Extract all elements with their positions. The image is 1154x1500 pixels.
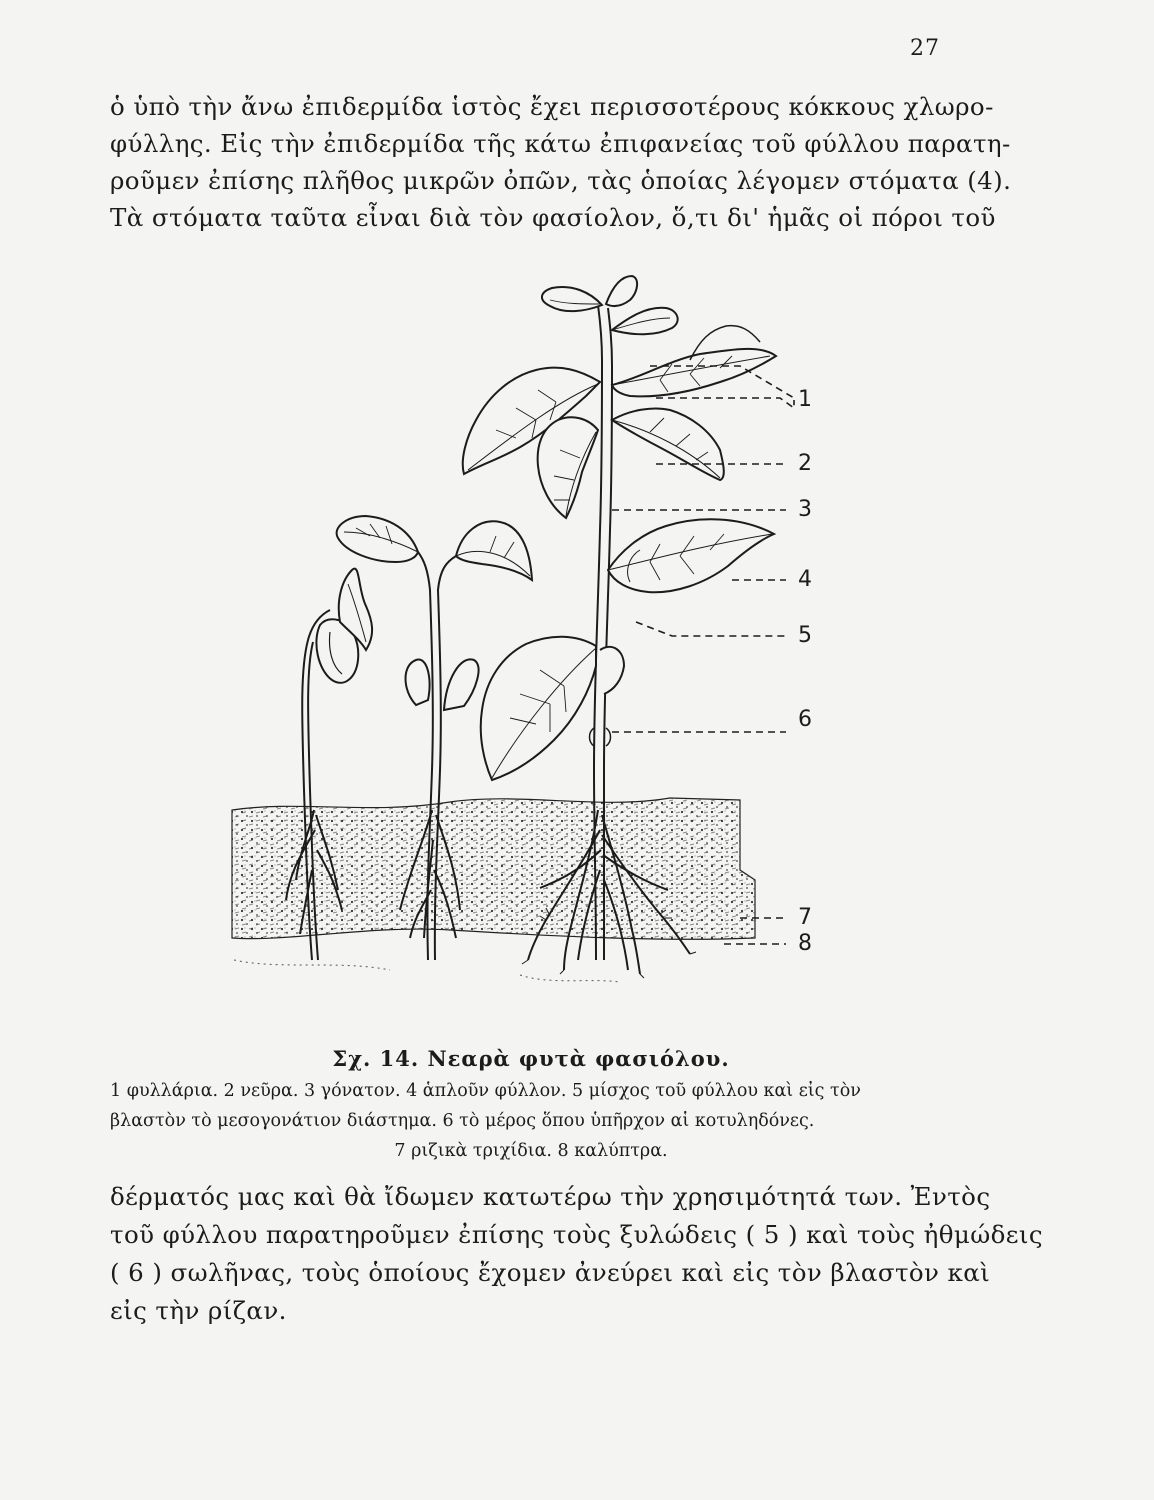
paragraph-line: φύλλης. Εἰς τὴν ἐπιδερμίδα τῆς κάτω ἐπιφανείας τοῦ φύλλου παρατη- xyxy=(110,129,1011,158)
paragraph-line: τοῦ φύλλου παρατηροῦμεν ἐπίσης τοὺς ξυλώδεις ( 5 ) καὶ τοὺς ἠθμώδεις xyxy=(110,1220,1043,1249)
callout-labels xyxy=(798,387,812,956)
callout-label-8: 8 xyxy=(798,931,812,956)
paragraph-line: ὁ ὑπὸ τὴν ἄνω ἐπιδερμίδα ἱστὸς ἔχει περισσοτέρους κόκκους χλωρο- xyxy=(110,92,994,121)
paragraph-line: ( 6 ) σωλῆνας, τοὺς ὁποίους ἔχομεν ἀνεύρει καὶ εἰς τὸν βλαστὸν καὶ xyxy=(110,1258,991,1287)
caption-line: 1 φυλλάρια. 2 νεῦρα. 3 γόνατον. 4 ἁπλοῦν φύλλον. 5 μίσχος τοῦ φύλλου καὶ εἰς τὸν xyxy=(110,1081,861,1101)
callout-label-2: 2 xyxy=(798,451,812,476)
callout-label-1: 1 xyxy=(798,387,812,412)
paragraph-line: δέρματός μας καὶ θὰ ἴδωμεν κατωτέρω τὴν χρησιμότητά των. Ἐντὸς xyxy=(110,1182,991,1211)
paragraph-line: Τὰ στόματα ταῦτα εἶναι διὰ τὸν φασίολον, ὅ,τι δι' ἡμᾶς οἱ πόροι τοῦ xyxy=(110,203,996,232)
callout-label-6: 6 xyxy=(798,707,812,732)
caption-line: 7 ριζικὰ τριχίδια. 8 καλύπτρα. xyxy=(394,1141,668,1161)
callout-label-4: 4 xyxy=(798,567,812,592)
top-paragraph xyxy=(110,88,1012,236)
callout-label-7: 7 xyxy=(798,905,812,930)
figure-caption-title: Σχ. 14. Νεαρὰ φυτὰ φασιόλου. xyxy=(332,1046,730,1071)
callout-label-3: 3 xyxy=(798,497,812,522)
callout-label-5: 5 xyxy=(798,623,812,648)
paragraph-line: ροῦμεν ἐπίσης πλῆθος μικρῶν ὀπῶν, τὰς ὁποίας λέγομεν στόματα (4). xyxy=(110,166,1012,195)
caption-line: βλαστὸν τὸ μεσογονάτιον διάστημα. 6 τὸ μέρος ὅπου ὑπῆρχον αἱ κοτυληδόνες. xyxy=(110,1111,815,1131)
paragraph-line: εἰς τὴν ρίζαν. xyxy=(110,1296,287,1325)
page-number: 27 xyxy=(910,36,940,61)
bean-plants-illustration xyxy=(220,270,840,1030)
bottom-paragraph xyxy=(110,1178,1043,1330)
figure-caption xyxy=(110,1076,952,1166)
illustration-drawing xyxy=(220,270,840,1030)
